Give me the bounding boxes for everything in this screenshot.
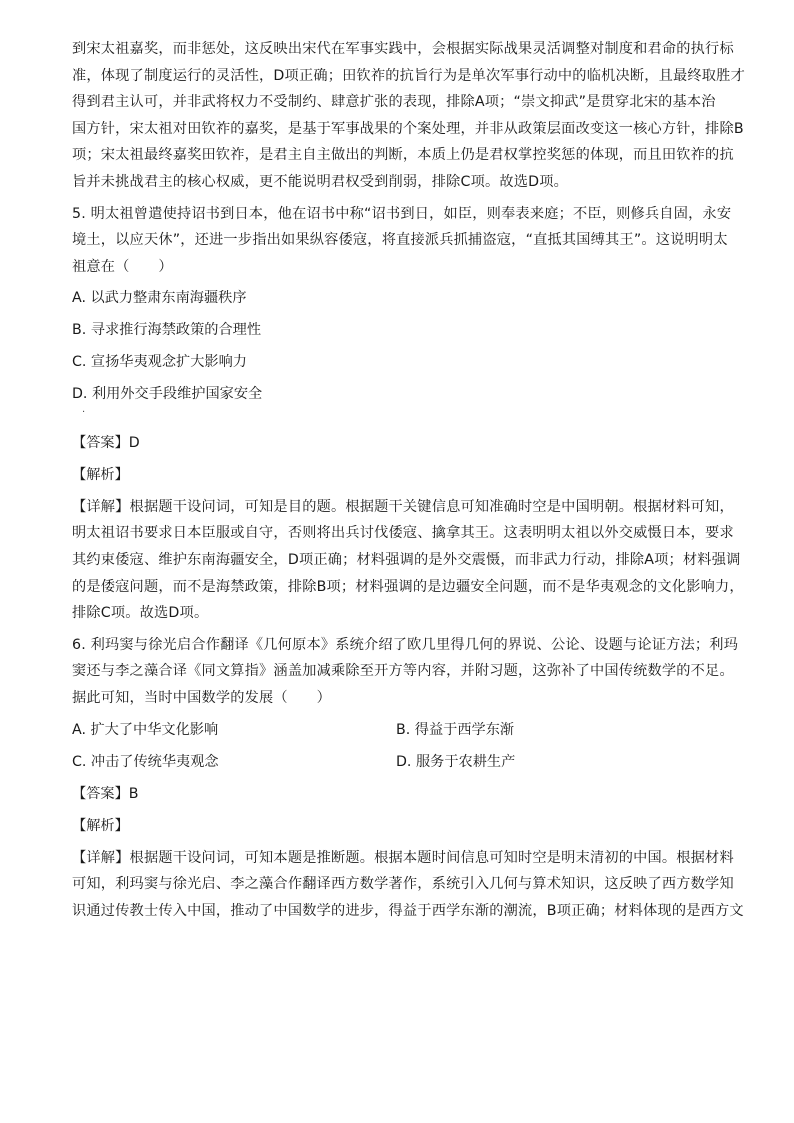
text-line: 境土，以应天休”，还进一步指出如果纵容倭寇，将直接派兵抓捕盗寇，“直抵其国缚其王”。这说明明太 <box>72 232 728 249</box>
text-line: 国方针，宋太祖对田钦祚的嘉奖，是基于军事战果的个案处理，并非从政策层面改变这一核心方针，排除B <box>72 120 744 137</box>
option-d: D. 利用外交手段维护国家安全 <box>72 386 263 403</box>
analysis-label: 【解析】 <box>72 817 129 834</box>
option-a: A. 扩大了中华文化影响 <box>72 721 219 738</box>
text-line: 窦还与李之藻合译《同文算指》涵盖加减乘除至开方等内容，并附习题，这弥补了中国传统数学的不足。 <box>72 663 734 680</box>
text-line: 其约束倭寇、维护东南海疆安全，D项正确；材料强调的是外交震慑，而非武力行动，排除A项；材料强调 <box>72 552 741 569</box>
text-line: 据此可知，当时中国数学的发展（ ） <box>72 690 331 707</box>
text-line: 5. 明太祖曾遣使持诏书到日本，他在诏书中称“诏书到日，如臣，则奉表来庭；不臣，则修兵自固，永安 <box>72 205 732 222</box>
question-6-detail <box>72 845 744 925</box>
text-line: 祖意在（ ） <box>72 258 173 275</box>
options-row-2 <box>72 749 732 776</box>
document-page <box>72 36 745 924</box>
text-line: 项；宋太祖最终嘉奖田钦祚，是君主自主做出的判断，本质上仍是君权掌控奖惩的体现，而且田钦祚的抗 <box>72 147 734 164</box>
text-line: 识通过传教士传入中国，推动了中国数学的进步，得益于西学东渐的潮流，B项正确；材料体现的是西方文 <box>72 902 744 919</box>
option-a: A. 以武力整肃东南海疆秩序 <box>72 290 247 307</box>
text-line: 旨并未挑战君主的核心权威，更不能说明君权受到削弱，排除C项。故选D项。 <box>72 173 569 190</box>
options-row-1 <box>72 717 732 744</box>
answer-label: 【答案】B <box>72 785 139 802</box>
option-b: B. 寻求推行海禁政策的合理性 <box>72 322 262 339</box>
option-c: C. 宣扬华夷观念扩大影响力 <box>72 354 247 371</box>
answer-label: 【答案】D <box>72 434 140 451</box>
question-5-stem <box>72 201 732 281</box>
stray-dot: · <box>82 406 86 418</box>
question-5-detail <box>72 494 744 627</box>
text-line: 到宋太祖嘉奖，而非惩处，这反映出宋代在军事实践中，会根据实际战果灵活调整对制度和君命的执行标 <box>72 41 734 57</box>
question-6-stem <box>72 632 739 712</box>
text-line: 【详解】根据题干设问词，可知本题是推断题。根据本题时间信息可知时空是明末清初的中国。根据材料 <box>72 849 734 866</box>
text-line: 排除C项。故选D项。 <box>72 605 209 622</box>
option-d: D. 服务于农耕生产 <box>396 753 516 770</box>
text-line: 6. 利玛窦与徐光启合作翻译《几何原本》系统介绍了欧几里得几何的界说、公论、设题与论证方法；利玛 <box>72 636 739 653</box>
option-c: C. 冲击了传统华夷观念 <box>72 753 219 770</box>
text-line: 可知，利玛窦与徐光启、李之藻合作翻译西方数学著作，系统引入几何与算术知识，这反映了西方数学知 <box>72 876 734 893</box>
question-6 <box>72 632 744 925</box>
analysis-label: 【解析】 <box>72 466 129 483</box>
option-b: B. 得益于西学东渐 <box>396 721 515 738</box>
text-line: 的是倭寇问题，而不是海禁政策，排除B项；材料强调的是边疆安全问题，而不是华夷观念的文化影响力， <box>72 578 744 595</box>
question-5 <box>72 201 744 627</box>
lead-paragraph <box>72 36 745 196</box>
text-line: 得到君主认可，并非武将权力不受制约、肆意扩张的表现，排除A项；“崇文抑武”是贯穿北宋的基本治 <box>72 94 716 111</box>
text-line: 准，体现了制度运行的灵活性，D项正确；田钦祚的抗旨行为是单次军事行动中的临机决断，且最终取胜才 <box>72 67 745 84</box>
text-line: 明太祖诏书要求日本臣服或自守，否则将出兵讨伐倭寇、擒拿其王。这表明明太祖以外交威慑日本，要求 <box>72 525 734 542</box>
text-line: 【详解】根据题干设问词，可知是目的题。根据题干关键信息可知准确时空是中国明朝。根据材料可知， <box>72 498 734 515</box>
